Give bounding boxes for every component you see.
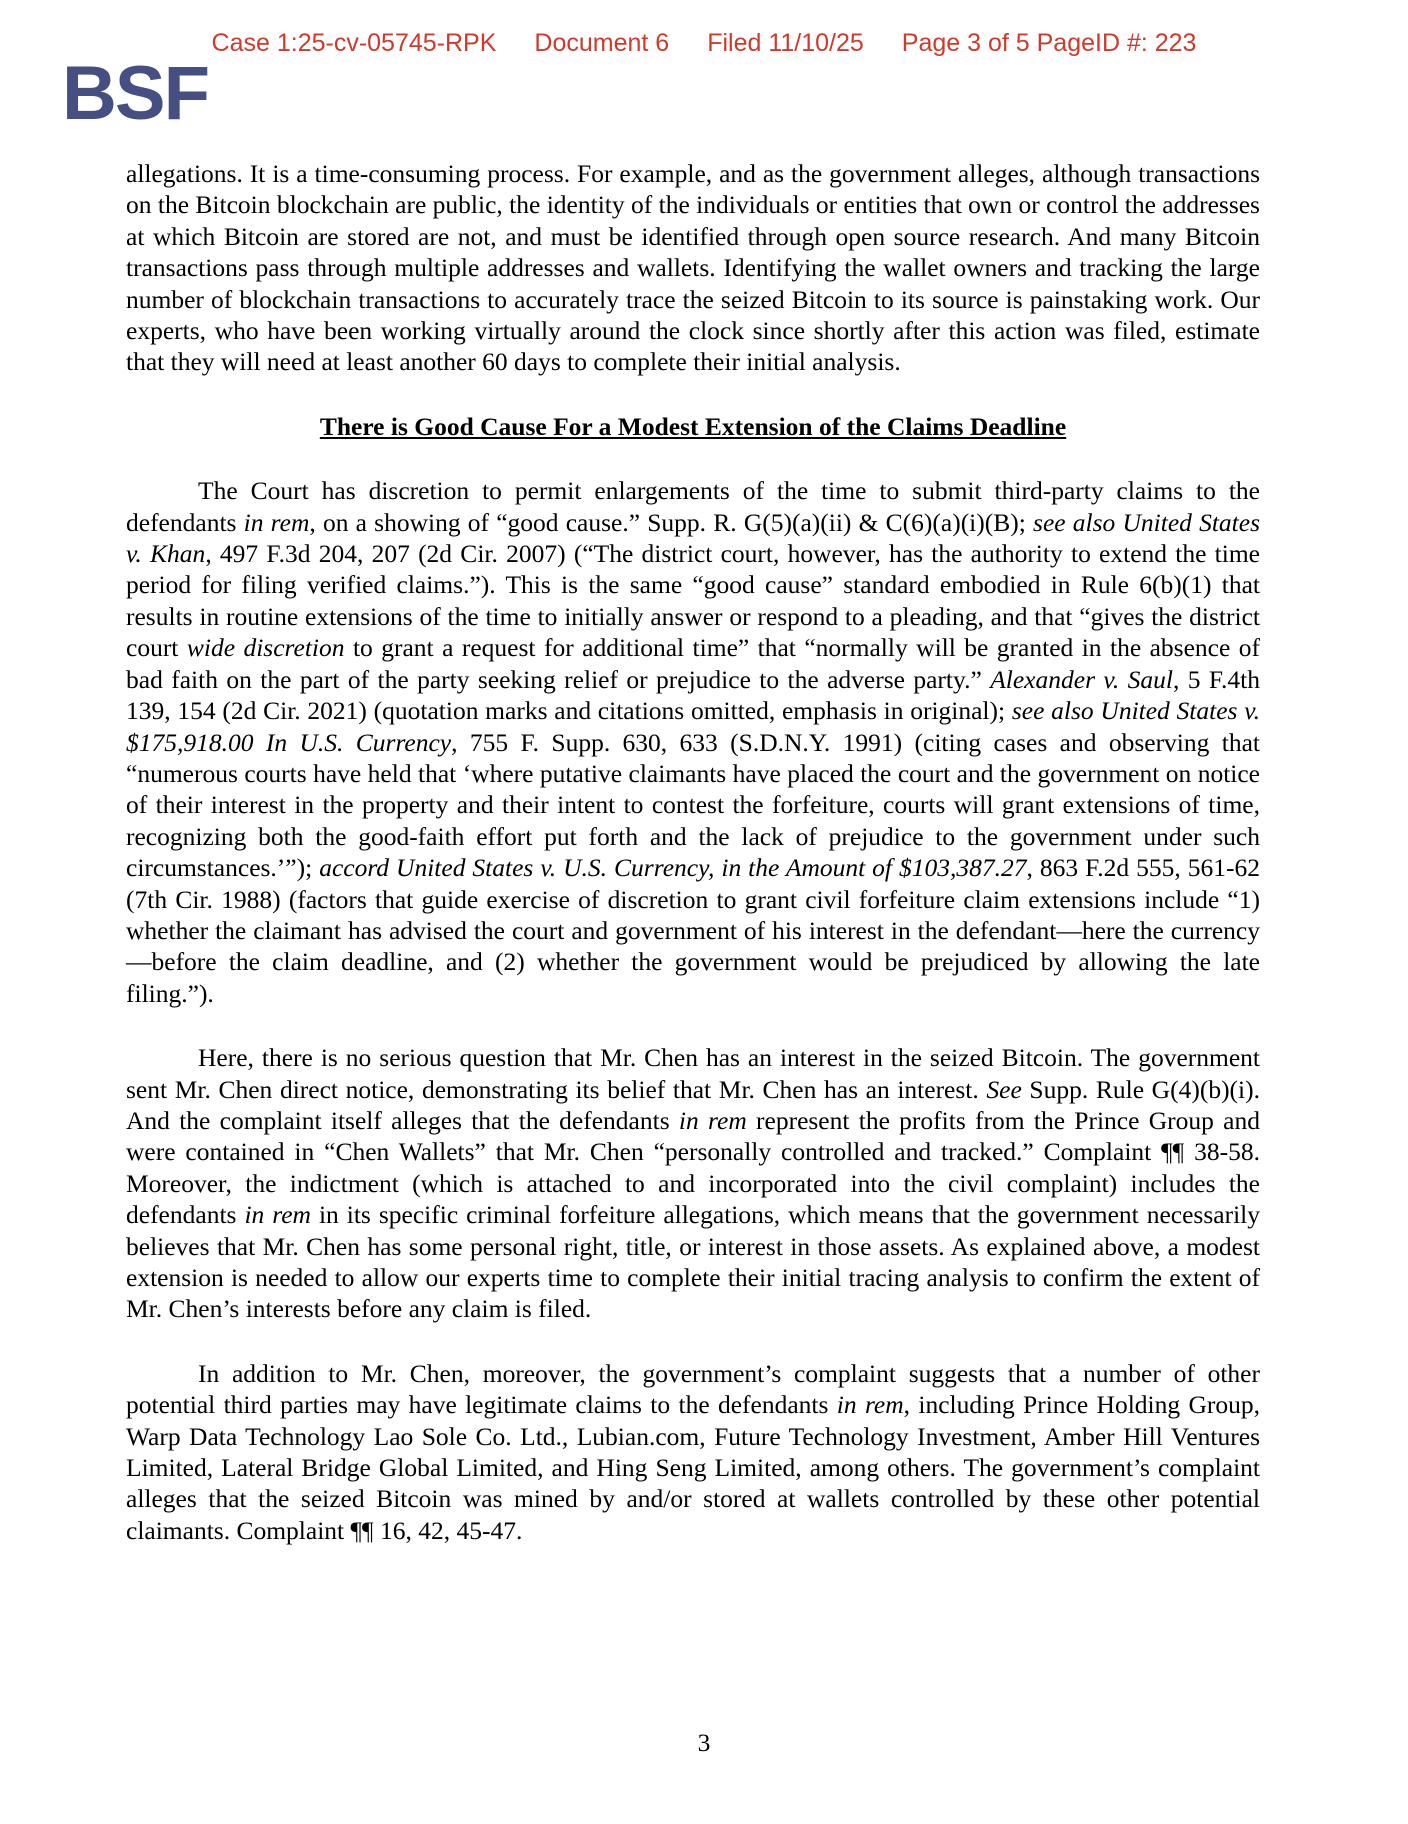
paragraph-good-cause: The Court has discretion to permit enlargements of the time to submit third-party claims to the defendants in rem, on a showing of “good cause.” Supp. R. G(5)(a)(ii) & C(6)(a)(i)(B); see also United States v. Khan, 497 F.3d 204, 207 (2d Cir. 2007) (“The district court, however, has the authority to extend the time period for filing verified claims.”). This is the same “good cause” standard embodied in Rule 6(b)(1) that results in routine extensions of the time to initially answer or respond to a pleading, and that “gives the district court wide discretion to grant a request for additional time” that “normally will be granted in the absence of bad faith on the part of the party seeking relief or prejudice to the adverse party.” Alexander v. Saul, 5 F.4th 139, 154 (2d Cir. 2021) (quotation marks and citations omitted, emphasis in original); see also United States v. $175,918.00 In U.S. Currency, 755 F. Supp. 630, 633 (S.D.N.Y. 1991) (citing cases and observing that “numerous courts have held that ‘where putative claimants have placed the court and the government on notice of their interest in the property and their intent to contest the forfeiture, courts will grant extensions of time, recognizing both the good-faith effort put forth and the lack of prejudice to the government under such circumstances.’”); accord United States v. U.S. Currency, in the Amount of $103,387.27, 863 F.2d 555, 561-62 (7th Cir. 1988) (factors that guide exercise of discretion to grant civil forfeiture claim extensions include “1) whether the claimant has advised the court and government of his interest in the defendant—here the currency—before the claim deadline, and (2) whether the government would be prejudiced by allowing the late filing.”).: [126, 476, 1261, 1008]
case-number: Case 1:25-cv-05745-RPK: [211, 29, 497, 57]
paragraph-chen-interest: Here, there is no serious question that Mr. Chen has an interest in the seized Bitcoin. The government sent Mr. Chen direct notice, demonstrating its belief that Mr. Chen has an interest. See Supp. Rule G(4)(b)(i). And the complaint itself alleges that the defendants in rem represent the profits from the Prince Group and were contained in “Chen Wallets” that Mr. Chen “personally controlled and tracked.” Complaint ¶¶ 38-58. Moreover, the indictment (which is attached to and incorporated into the civil complaint) includes the defendants in rem in its specific criminal forfeiture allegations, which means that the government necessarily believes that Mr. Chen has some personal right, title, or interest in those assets. As explained above, a modest extension is needed to allow our experts time to complete their initial tracing analysis to confirm the extent of Mr. Chen’s interests before any claim is filed.: [126, 1043, 1261, 1324]
document-number: Document 6: [534, 29, 670, 57]
document-body: [126, 158, 1260, 1579]
filed-date: Filed 11/10/25: [707, 29, 864, 57]
bsf-logo: BSF: [62, 51, 208, 136]
paragraph-third-parties: In addition to Mr. Chen, moreover, the government’s complaint suggests that a number of other potential third parties may have legitimate claims to the defendants in rem, including Prince Holding Group, Warp Data Technology Lao Sole Co. Ltd., Lubian.com, Future Technology Investment, Amber Hill Ventures Limited, Lateral Bridge Global Limited, and Hing Seng Limited, among others. The government’s complaint alleges that the seized Bitcoin was mined by and/or stored at wallets controlled by these other potential claimants. Complaint ¶¶ 16, 42, 45-47.: [126, 1358, 1260, 1545]
case-header: [0, 29, 1408, 58]
page-number: 3: [697, 1728, 711, 1757]
paragraph-allegations: allegations. It is a time-consuming process. For example, and as the government alleges, although transactions on the Bitcoin blockchain are public, the identity of the individuals or entities that own or control the addresses at which Bitcoin are stored are not, and must be identified through open source research. And many Bitcoin transactions pass through multiple addresses and wallets. Identifying the wallet owners and tracking the large number of blockchain transactions to accurately trace the seized Bitcoin to its source is painstaking work. Our experts, who have been working virtually around the clock since shortly after this action was filed, estimate that they will need at least another 60 days to complete their initial analysis.: [126, 159, 1260, 377]
page-info: Page 3 of 5 PageID #: 223: [901, 29, 1197, 57]
section-heading: There is Good Cause For a Modest Extension of the Claims Deadline: [319, 411, 1067, 441]
